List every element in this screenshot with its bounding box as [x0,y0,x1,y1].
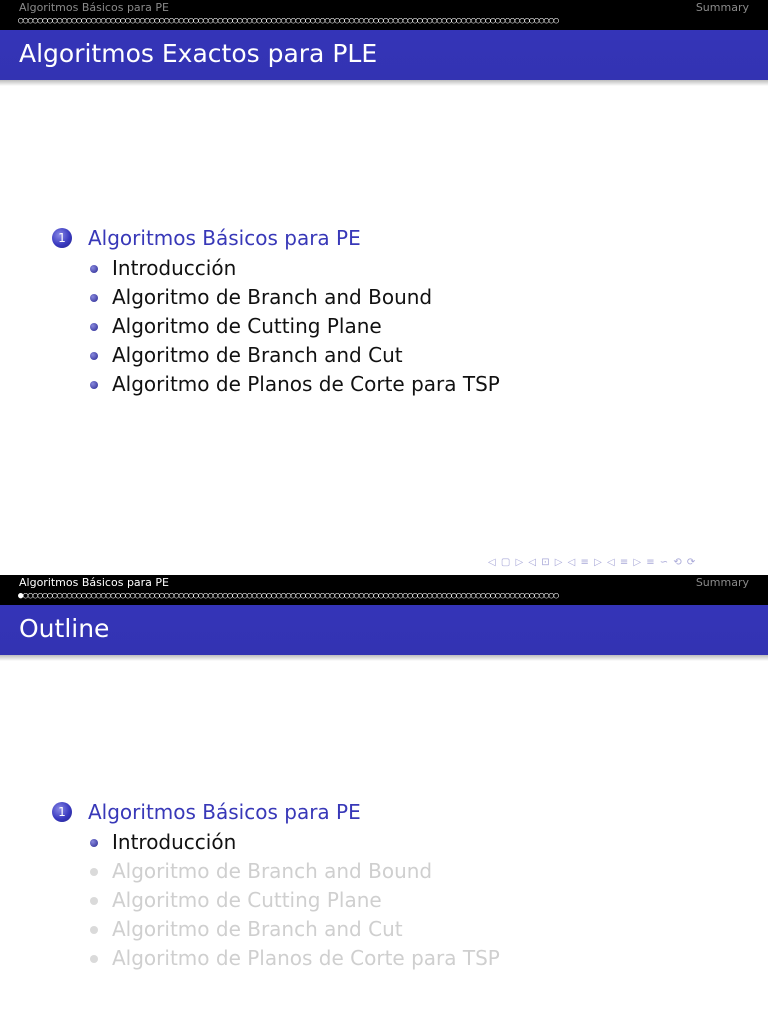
bullet-icon [90,294,98,302]
headline-section[interactable]: Algoritmos Básicos para PE [19,576,170,589]
toc-section-title[interactable]: Algoritmos Básicos para PE [88,226,361,250]
frame-navigation-dots[interactable] [18,590,768,602]
headline-bar [0,0,768,30]
frame-title-bar [0,30,768,80]
frame-title-bar [0,605,768,655]
toc-subsection-label[interactable]: Algoritmo de Branch and Cut [112,343,403,367]
headline-summary[interactable]: Summary [695,576,749,589]
toc-subsection-label[interactable]: Algoritmo de Planos de Corte para TSP [112,372,500,396]
toc-subsection-label[interactable]: Algoritmo de Branch and Cut [112,917,403,941]
nav-dots[interactable]: ○○○○○○○○○○○○○○○○○○○○○○○○○○○○○○○○○○○○○○○○○○○○○○○○○○○○○○○○○○○○○○○○○○○○○○○○○○○○○○○○○○○○○○○○○○○○○○○○○○○○○○○○○○○○○○○ [18,16,559,26]
toc-section-title[interactable]: Algoritmos Básicos para PE [88,800,361,824]
beamer-navigation-symbols[interactable]: ◁ ▢ ▷ ◁ ⊡ ▷ ◁ ≡ ▷ ◁ ≡ ▷ ≡ ∽ ⟲ ⟳ [488,557,697,568]
current-frame-dot[interactable]: ● [18,591,23,601]
toc-subsection-label[interactable]: Introducción [112,830,237,854]
frame-title: Outline [19,614,110,643]
section-number-ball: 1 [52,802,72,822]
toc-subsection-label[interactable]: Introducción [112,256,237,280]
bullet-icon [90,926,98,934]
bullet-icon [90,381,98,389]
bullet-icon [90,839,98,847]
slide-2 [0,575,768,1024]
toc-subsection-label[interactable]: Algoritmo de Cutting Plane [112,314,382,338]
frame-navigation-dots[interactable] [18,15,768,27]
frame-title: Algoritmos Exactos para PLE [19,39,378,68]
headline-bar [0,575,768,605]
toc-subsection-label[interactable]: Algoritmo de Branch and Bound [112,285,433,309]
section-number-ball: 1 [52,228,72,248]
headline-section[interactable]: Algoritmos Básicos para PE [19,1,170,14]
bullet-icon [90,897,98,905]
toc-subsection-label[interactable]: Algoritmo de Planos de Corte para TSP [112,946,500,970]
title-shadow [0,80,768,86]
toc-subsection-label[interactable]: Algoritmo de Cutting Plane [112,888,382,912]
title-shadow [0,655,768,661]
bullet-icon [90,352,98,360]
toc-subsection-label[interactable]: Algoritmo de Branch and Bound [112,859,433,883]
nav-dots[interactable]: ○○○○○○○○○○○○○○○○○○○○○○○○○○○○○○○○○○○○○○○○○○○○○○○○○○○○○○○○○○○○○○○○○○○○○○○○○○○○○○○○○○○○○○○○○○○○○○○○○○○○○○○○○○○○○○ [22,591,559,601]
bullet-icon [90,323,98,331]
bullet-icon [90,955,98,963]
headline-summary[interactable]: Summary [695,1,749,14]
bullet-icon [90,868,98,876]
bullet-icon [90,265,98,273]
